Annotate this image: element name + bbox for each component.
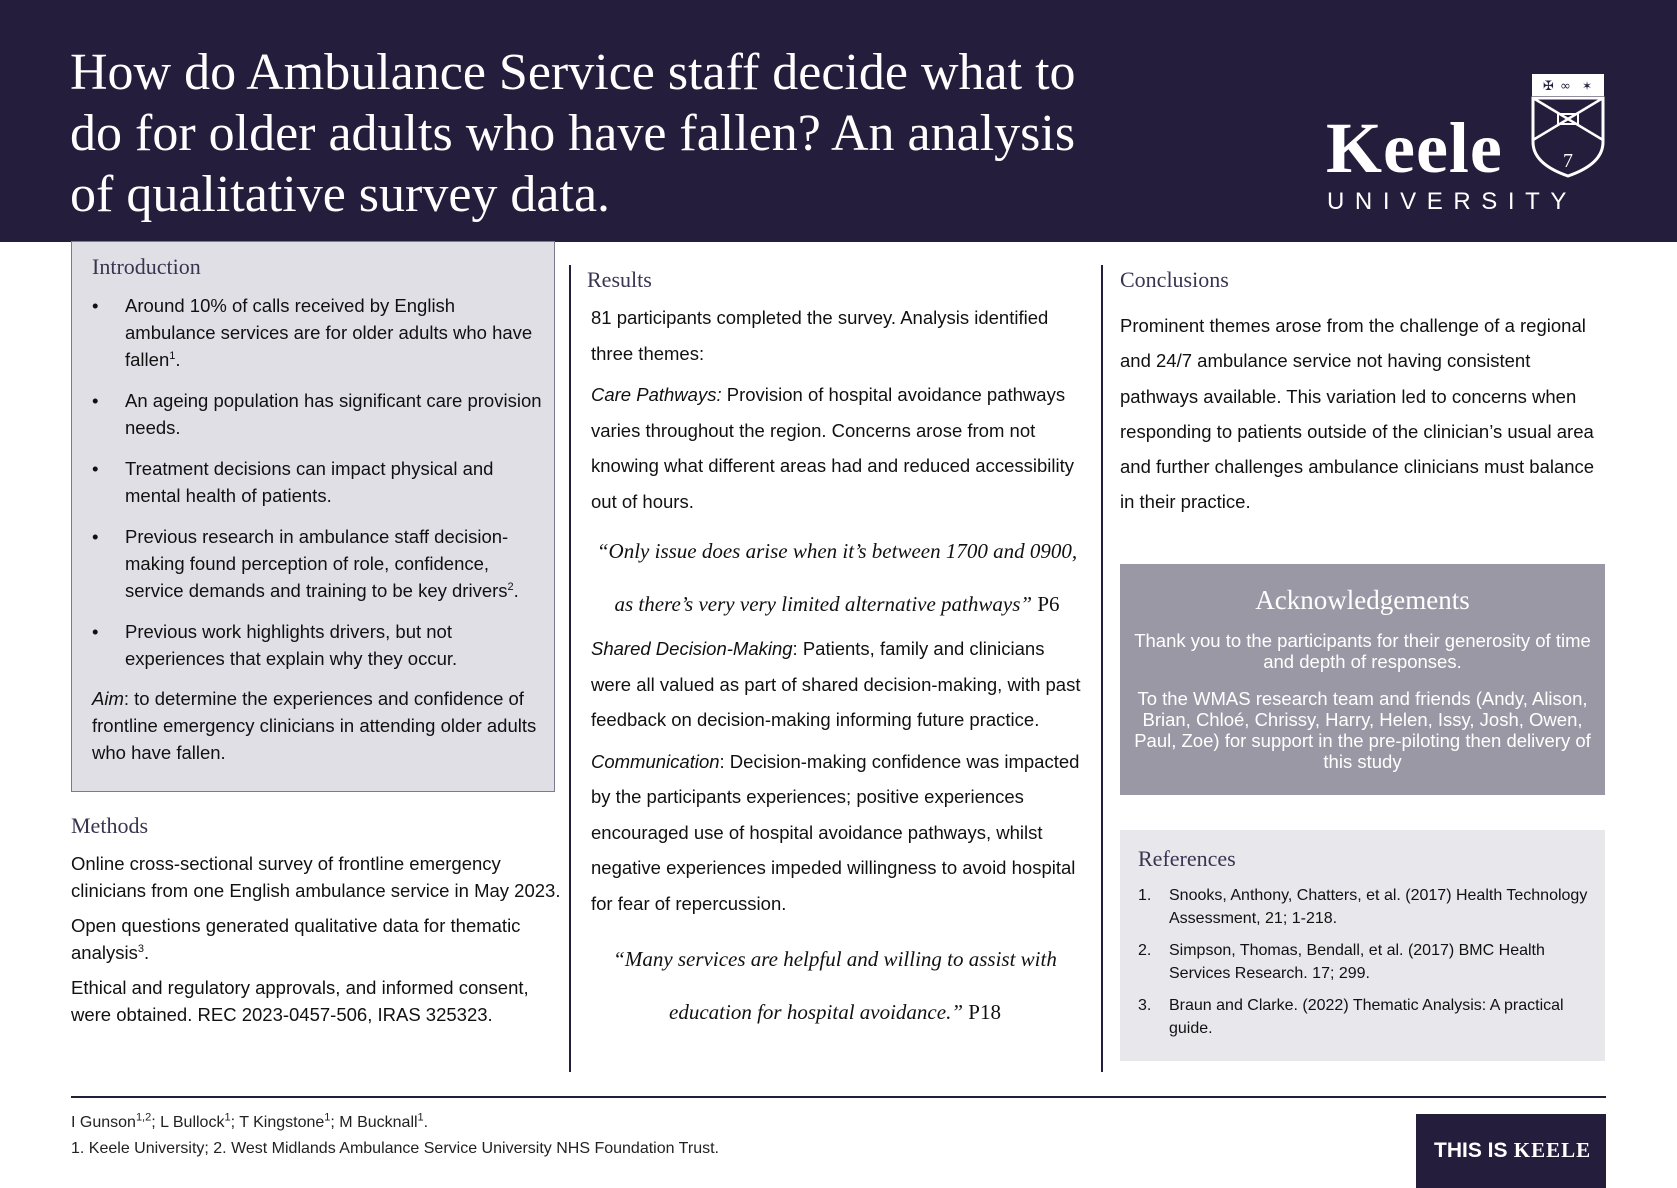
svg-text:✠: ✠ — [1543, 79, 1554, 94]
this-is-keele-badge: THIS IS KEELE — [1416, 1114, 1606, 1188]
methods-paragraph: Ethical and regulatory approvals, and informed consent, were obtained. REC 2023-0457-506, IRAS 325323. — [71, 977, 529, 1025]
introduction-list — [92, 292, 542, 686]
column-divider — [1101, 265, 1103, 1072]
poster-title: How do Ambulance Service staff decide what to do for older adults who have fallen? An analysis of qualitative survey data. — [70, 44, 1076, 223]
conclusions-text: Prominent themes arose from the challenge of a regional and 24/7 ambulance service not having consistent pathways available. This variation led to concerns when responding to patients outside of the clinician’s usual area and further challenges ambulance clinicians must balance in their practice. — [1120, 315, 1595, 513]
svg-text:∞: ∞ — [1560, 79, 1571, 94]
column-divider — [569, 265, 571, 1072]
methods-paragraph: Online cross-sectional survey of frontline emergency clinicians from one English ambulance service in May 2023. — [71, 853, 561, 901]
results-heading: Results — [587, 267, 652, 292]
reference-item: 3. Braun and Clarke. (2022) Thematic Analysis: A practical guide. — [1138, 997, 1564, 1037]
theme-communication: Communication: Decision-making confidence was impacted by the participants experiences; positive experiences encouraged use of hospital avoidance pathways, whilst negative experiences impeded willingness to avoid hospital for fear of repercussion. — [591, 750, 1080, 914]
author-list: I Gunson$^{1,2}$; L Bullock$^1$; T Kingstone$^1$; M Bucknall$^1$. — [71, 1111, 429, 1131]
conclusions-heading: Conclusions — [1120, 267, 1229, 292]
methods-body — [71, 850, 561, 1036]
references-panel — [1120, 830, 1605, 1061]
introduction-panel — [71, 241, 555, 792]
participant-quote: “Only issue does arise when it’s between 1700 and 0900, as there’s very very limited alternative pathways” P6 — [596, 539, 1078, 616]
references-list — [1138, 884, 1593, 1049]
references-heading: References — [1138, 846, 1236, 871]
footer-divider — [71, 1096, 1606, 1098]
list-item: • Previous research in ambulance staff decision-making found perception of role, confidence, service demands and training to be key drivers$^2$. — [92, 526, 519, 601]
svg-text:7: 7 — [1563, 150, 1573, 172]
aim-statement: Aim: to determine the experiences and confidence of frontline emergency clinicians in attending older adults who have fallen. — [92, 688, 537, 763]
reference-item: 2. Simpson, Thomas, Bendall, et al. (2017) BMC Health Services Research. 17; 299. — [1138, 942, 1545, 982]
acknowledgements-panel — [1120, 564, 1605, 795]
poster-header — [0, 0, 1677, 242]
results-body — [591, 300, 1081, 1039]
acknowledgements-paragraph: To the WMAS research team and friends (Andy, Alison, Brian, Chloé, Chrissy, Harry, Helen, Issy, Josh, Owen, Paul, Zoe) for support in the pre-piloting then delivery of this study — [1134, 688, 1591, 772]
theme-care-pathways: Care Pathways: Provision of hospital avoidance pathways varies throughout the region. Concerns arose from not knowing what different areas had and reduced accessibility out of hours. — [591, 384, 1075, 512]
acknowledgements-heading: Acknowledgements — [1255, 585, 1470, 615]
keele-logo-subtitle: UNIVERSITY — [1327, 188, 1578, 215]
introduction-heading: Introduction — [92, 254, 201, 279]
list-item: • Previous work highlights drivers, but not experiences that explain why they occur. — [92, 621, 458, 669]
reference-item: 1. Snooks, Anthony, Chatters, et al. (2017) Health Technology Assessment, 21; 1-218. — [1138, 887, 1588, 927]
list-item: • Around 10% of calls received by English ambulance services are for older adults who have fallen$^1$. — [92, 295, 533, 370]
keele-logo-wordmark: Keele — [1326, 108, 1503, 188]
list-item: • Treatment decisions can impact physical and mental health of patients. — [92, 458, 494, 506]
methods-heading: Methods — [71, 813, 148, 838]
affiliations: 1. Keele University; 2. West Midlands Ambulance Service University NHS Foundation Trust. — [71, 1140, 719, 1157]
list-item: • An ageing population has significant care provision needs. — [92, 390, 542, 438]
results-intro: 81 participants completed the survey. Analysis identified three themes: — [591, 307, 1049, 364]
methods-paragraph: Open questions generated qualitative data for thematic analysis$^3$. — [71, 915, 521, 963]
svg-text:✶: ✶ — [1582, 79, 1593, 93]
theme-shared-decision-making: Shared Decision-Making: Patients, family and clinicians were all valued as part of shared decision-making, with past feedback on decision-making informing future practice. — [591, 638, 1081, 730]
keele-shield-icon — [1530, 72, 1606, 178]
participant-quote: “Many services are helpful and willing to assist with education for hospital avoidance.” P18 — [613, 947, 1057, 1024]
acknowledgements-paragraph: Thank you to the participants for their generosity of time and depth of responses. — [1134, 630, 1591, 672]
